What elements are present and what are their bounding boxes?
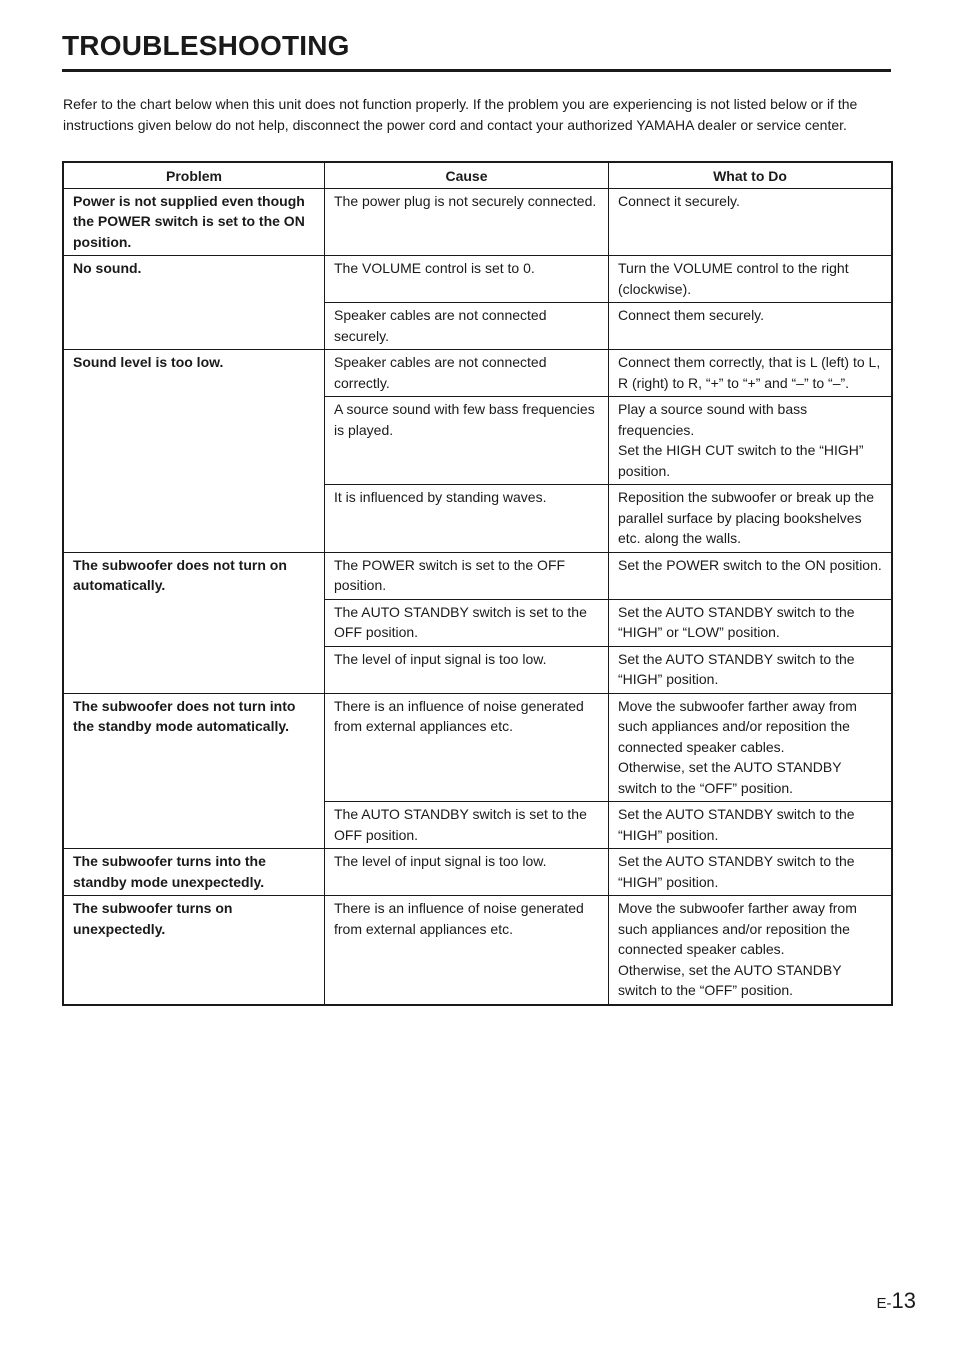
action-cell	[609, 303, 892, 350]
cause-cell: The AUTO STANDBY switch is set to the OFF position.	[325, 802, 609, 849]
cause-cell: Speaker cables are not connected securely.	[325, 303, 609, 350]
problem-cell: The subwoofer does not turn into the standby mode automatically.	[64, 693, 325, 849]
action-cell	[609, 397, 892, 485]
cause-cell: There is an influence of noise generated from external appliances etc.	[325, 693, 609, 802]
action-cell	[609, 646, 892, 693]
problem-cell: Sound level is too low.	[64, 350, 325, 553]
header-what-to-do: What to Do	[609, 163, 892, 189]
cause-cell: Speaker cables are not connected correctly.	[325, 350, 609, 397]
problem-cell: No sound.	[64, 256, 325, 350]
table-row	[64, 552, 892, 599]
problem-cell: The subwoofer does not turn on automatically.	[64, 552, 325, 693]
action-line: Move the subwoofer farther away from such appliances and/or reposition the connected speaker cables.	[618, 900, 857, 957]
problem-cell: Power is not supplied even though the POWER switch is set to the ON position.	[64, 188, 325, 256]
action-cell	[609, 849, 892, 896]
action-line: Otherwise, set the AUTO STANDBY switch to the “OFF” position.	[618, 961, 842, 998]
action-line: Set the AUTO STANDBY switch to the “HIGH” position.	[618, 650, 855, 687]
cause-cell: It is influenced by standing waves.	[325, 485, 609, 553]
action-cell	[609, 188, 892, 256]
cause-cell: The power plug is not securely connected.	[325, 188, 609, 256]
cause-cell: The VOLUME control is set to 0.	[325, 256, 609, 303]
title-rule	[62, 69, 891, 72]
action-cell	[609, 485, 892, 553]
table-row	[64, 849, 892, 896]
page-title: TROUBLESHOOTING	[62, 30, 350, 61]
page-number-prefix: E-	[876, 1295, 892, 1312]
action-line: Play a source sound with bass frequencies.	[618, 401, 808, 438]
action-cell	[609, 599, 892, 646]
action-line: Set the POWER switch to the ON position.	[618, 556, 882, 573]
action-line: Turn the VOLUME control to the right (clockwise).	[618, 260, 849, 297]
action-line: Connect them correctly, that is L (left) to L, R (right) to R, “+” to “+” and “–” to “–”.	[618, 354, 881, 391]
table-row	[64, 188, 892, 256]
action-cell	[609, 256, 892, 303]
troubleshooting-table	[63, 162, 892, 1005]
cause-cell: The level of input signal is too low.	[325, 849, 609, 896]
cause-cell: There is an influence of noise generated from external appliances etc.	[325, 896, 609, 1005]
table-row	[64, 896, 892, 1005]
action-cell	[609, 896, 892, 1005]
action-line: Connect it securely.	[618, 192, 740, 209]
action-cell	[609, 350, 892, 397]
table-row	[64, 350, 892, 397]
action-cell	[609, 693, 892, 802]
page-number-value: 13	[891, 1288, 916, 1313]
intro-paragraph: Refer to the chart below when this unit does not function properly. If the problem you are experiencing is not listed below or if the instructions given below do not help, disconnect the power cord and contact your authorized YAMAHA dealer or service center.	[63, 96, 858, 133]
cause-cell: The POWER switch is set to the OFF position.	[325, 552, 609, 599]
action-cell	[609, 552, 892, 599]
action-cell	[609, 802, 892, 849]
table-header-row	[64, 163, 892, 189]
action-line: Connect them securely.	[618, 307, 765, 323]
header-cause: Cause	[325, 163, 609, 189]
action-line: Set the AUTO STANDBY switch to the “HIGH” or “LOW” position.	[618, 603, 855, 640]
action-line: Reposition the subwoofer or break up the parallel surface by placing bookshelves etc. along the walls.	[618, 489, 875, 546]
cause-cell: A source sound with few bass frequencies is played.	[325, 397, 609, 485]
action-line: Otherwise, set the AUTO STANDBY switch to the “OFF” position.	[618, 759, 842, 796]
table-row	[64, 693, 892, 802]
cause-cell: The AUTO STANDBY switch is set to the OFF position.	[325, 599, 609, 646]
action-line: Set the AUTO STANDBY switch to the “HIGH” position.	[618, 853, 855, 890]
cause-cell: The level of input signal is too low.	[325, 646, 609, 693]
page-number	[877, 1288, 916, 1314]
problem-cell: The subwoofer turns on unexpectedly.	[64, 896, 325, 1005]
action-line: Set the HIGH CUT switch to the “HIGH” position.	[618, 442, 864, 479]
header-problem: Problem	[64, 163, 325, 189]
action-line: Set the AUTO STANDBY switch to the “HIGH” position.	[618, 806, 855, 843]
problem-cell: The subwoofer turns into the standby mode unexpectedly.	[64, 849, 325, 896]
action-line: Move the subwoofer farther away from such appliances and/or reposition the connected speaker cables.	[618, 697, 857, 755]
table-row	[64, 256, 892, 303]
